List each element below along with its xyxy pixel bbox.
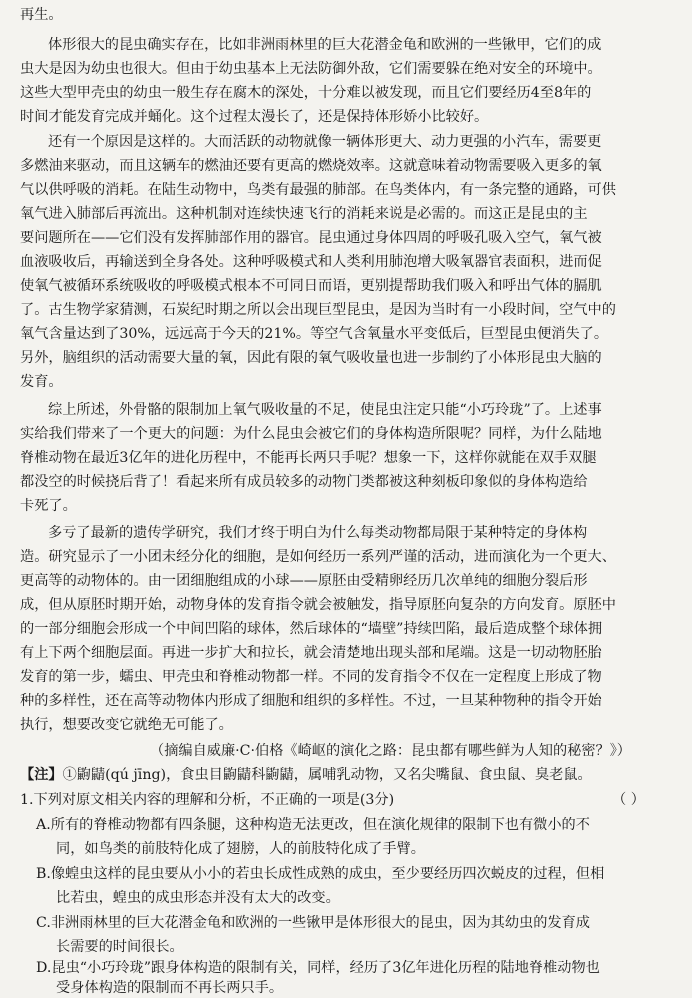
source-citation: （摘编自威廉·C·伯格《崎岖的演化之路：昆虫都有哪些鲜为人知的秘密？》）	[150, 743, 631, 759]
text-line: 都没空的时候挠后背了！看起来所有成员较多的动物门类都被这种刻板印象似的身体构造给	[20, 474, 588, 490]
text-line: 成，但从原胚时期开始，动物身体的发育指令就会被触发，指导原胚向复杂的方向发育。原胚中	[20, 597, 616, 613]
question-text: 1.下列对原文相关内容的理解和分析，不正确的一项是(3分)	[20, 792, 395, 808]
text-line: 氧气进入肺部后再流出。这种机制对连续快速飞行的消耗来说是必需的。而这正是昆虫的主	[20, 206, 588, 222]
option-a[interactable]: A.所有的脊椎动物都有四条腿，这种构造无法更改，但在演化规律的限制下也有微小的不	[36, 817, 590, 833]
text-line: 执行，想要改变它就绝无可能了。	[20, 717, 233, 733]
text-line: 使氧气被循环系统吸收的呼吸模式根本不可同日而语，更别提帮助我们吸入和呼出气体的膈肌	[20, 278, 602, 294]
text-line: 多亏了最新的遗传学研究，我们才终于明白为什么每类动物都局限于某种特定的身体构	[48, 525, 588, 541]
text-line: 这些大型甲壳虫的幼虫一般生存在腐木的深处，十分难以被发现，而且它们要经历4至8年的	[20, 85, 592, 101]
text-line: 时间才能发育完成并蛹化。这个过程太漫长了，还是保持体形娇小比较好。	[20, 109, 489, 125]
text-line: 另外，脑组织的活动需要大量的氧，因此有限的氧气吸收量也进一步制约了小体形昆虫大脑的	[20, 350, 602, 366]
answer-bracket[interactable]: （ ）	[612, 792, 645, 808]
text-line: 发育。	[20, 374, 63, 390]
note-label: 【注】	[20, 767, 63, 783]
text-line: 要问题所在——它们没有发挥肺部作用的器官。昆虫通过身体四周的呼吸孔吸入空气，氧气被	[20, 230, 602, 246]
text-line: 虫大是因为幼虫也很大。但由于幼虫基本上无法防御外敌，它们需要躲在绝对安全的环境中。	[20, 61, 602, 77]
text-line: 的一部分细胞会形成一个中间凹陷的球体，然后球体的“墙壁”持续凹陷，最后造成整个球体拥	[20, 621, 603, 637]
text-line: 卡死了。	[20, 498, 77, 514]
option-b[interactable]: B.像蝗虫这样的昆虫要从小小的若虫长成性成熟的成虫，至少要经历四次蜕皮的过程，但相	[36, 866, 605, 882]
text-line: 有上下两个细胞层面。再进一步扩大和拉长，就会清楚地出现头部和尾端。这是一切动物胚胎	[20, 645, 602, 661]
text-line: 种的多样性，还在高等动物体内形成了细胞和组织的多样性。不过，一旦某种物种的指令开始	[20, 693, 602, 709]
option-c-cont: 长需要的时间很长。	[56, 939, 184, 955]
text-line: 血液吸收后，再输送到全身各处。这种呼吸模式和人类利用肺泡增大吸氧器官表面积，进而促	[20, 254, 602, 270]
option-d-cont: 受身体构造的限制而不再长两只手。	[56, 980, 284, 996]
text-line: 气以供呼吸的消耗。在陆生动物中，鸟类有最强的肺部。在鸟类体内，有一条完整的通路，可供	[20, 182, 616, 198]
text-line: 还有一个原因是这样的。大而活跃的动物就像一辆体形更大、动力更强的小汽车，需要更	[48, 134, 602, 150]
text-line: 实给我们带来了一个更大的问题：为什么昆虫会被它们的身体构造所限呢？同样，为什么陆地	[20, 426, 602, 442]
option-a-cont: 同，如鸟类的前肢特化成了翅膀，人的前肢特化成了手臂。	[56, 841, 425, 857]
text-line: 再生。	[20, 7, 63, 23]
text-line: 了。古生物学家猜测，石炭纪时期之所以会出现巨型昆虫，是因为当时有一小段时间，空气中的	[20, 302, 616, 318]
text-line: 综上所述，外骨骼的限制加上氧气吸收量的不足，使昆虫注定只能“小巧玲珑”了。上述事	[48, 402, 602, 418]
text-line: 造。研究显示了一小团未经分化的细胞，是如何经历一系列严谨的活动，进而演化为一个更大、	[20, 549, 616, 565]
text-line: 脊椎动物在最近3亿年的进化历程中，不能再长两只手呢？想象一下，这样你就能在双手双腿	[20, 450, 597, 466]
text-line: 氧气含量达到了30%，远远高于今天的21%。等空气含氧量水平变低后，巨型昆虫便消失了。	[20, 326, 609, 342]
text-line: 体形很大的昆虫确实存在，比如非洲雨林里的巨大花潜金龟和欧洲的一些锹甲，它们的成	[48, 37, 602, 53]
question-stem	[20, 789, 672, 811]
footnote-text: ①鼩鼱(qú jīng)，食虫目鼩鼱科鼩鼱，属哺乳动物，又名尖嘴鼠、食虫鼠、臭老鼠。	[62, 767, 592, 783]
option-d[interactable]: D.昆虫“小巧玲珑”跟身体构造的限制有关，同样，经历了3亿年进化历程的陆地脊椎动物也	[36, 960, 600, 976]
text-line: 多燃油来驱动，而且这辆车的燃油还要有更高的燃烧效率。这就意味着动物需要吸入更多的氧	[20, 158, 602, 174]
text-line: 发育的第一步，蠕虫、甲壳虫和脊椎动物都一样。不同的发育指令不仅在一定程度上形成了物	[20, 669, 602, 685]
footnote	[20, 764, 672, 786]
text-line: 更高等的动物体的。由一团细胞组成的小球——原胚由受精卵经历几次单纯的细胞分裂后形	[20, 573, 588, 589]
option-c[interactable]: C.非洲雨林里的巨大花潜金龟和欧洲的一些锹甲是体形很大的昆虫，因为其幼虫的发育成	[36, 915, 590, 931]
option-b-cont: 比若虫，蝗虫的成虫形态并没有太大的改变。	[56, 890, 340, 906]
